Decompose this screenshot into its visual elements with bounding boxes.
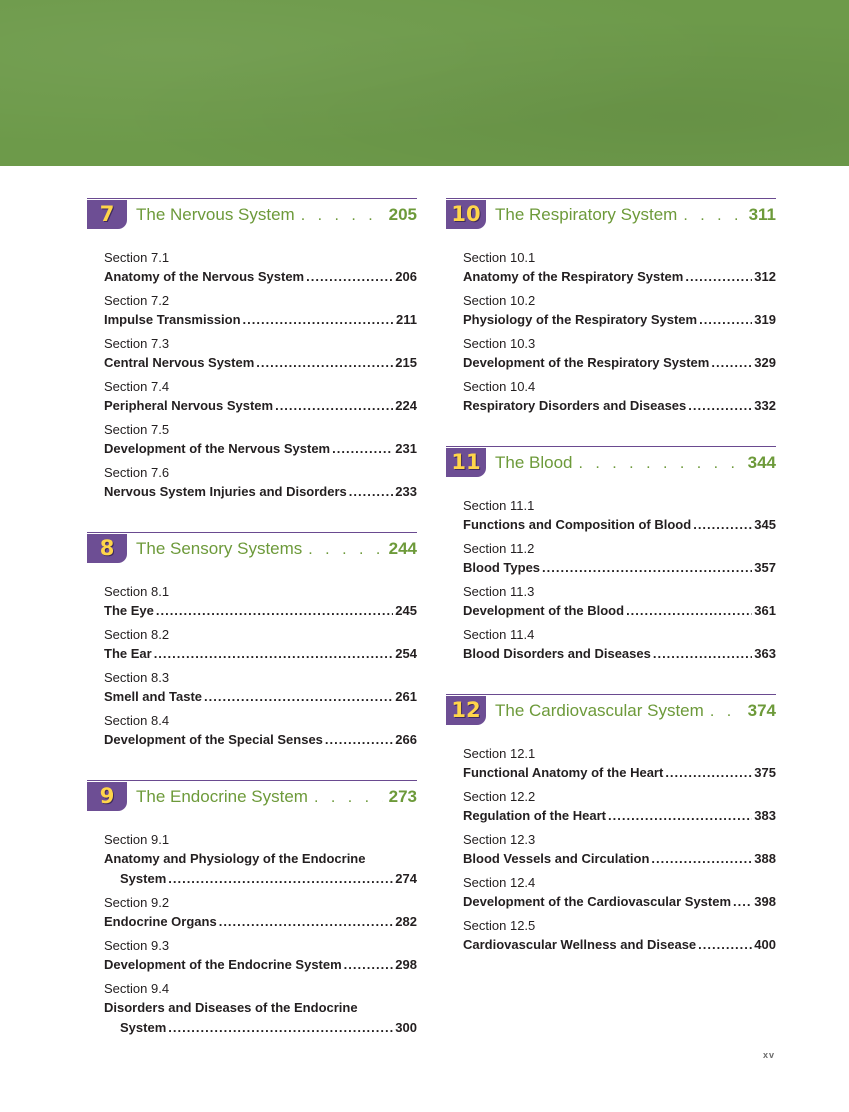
section-page: 319	[754, 312, 776, 327]
chapter-10	[446, 198, 776, 416]
section-title: Regulation of the Heart	[463, 808, 607, 823]
section-page: 357	[754, 560, 776, 575]
leader-dots	[579, 455, 742, 473]
section-entry[interactable]	[463, 873, 776, 912]
section-page: 231	[395, 441, 417, 456]
leader-dots	[711, 353, 752, 373]
section-entry[interactable]	[463, 334, 776, 373]
chapter-9	[87, 780, 417, 1038]
leader-dots	[275, 396, 393, 416]
leader-dots	[685, 267, 752, 287]
leader-dots	[683, 207, 742, 225]
chapter-title: The Endocrine System	[136, 787, 308, 806]
section-title: Endocrine Organs	[104, 914, 217, 929]
chapter-11	[446, 446, 776, 664]
section-page: 398	[754, 894, 776, 909]
chapter-heading[interactable]	[446, 198, 776, 231]
leader-dots	[651, 849, 752, 869]
section-label: Section 11.4	[463, 627, 535, 642]
section-label: Section 12.4	[463, 875, 536, 890]
section-page: 300	[395, 1020, 417, 1035]
section-page: 400	[754, 937, 776, 952]
leader-dots	[325, 730, 393, 750]
section-entry[interactable]	[104, 420, 417, 459]
leader-dots	[344, 955, 394, 975]
section-entry[interactable]	[104, 668, 417, 707]
section-title: Development of the Cardiovascular System	[463, 894, 732, 909]
leader-dots	[314, 789, 383, 807]
section-title: Impulse Transmission	[104, 312, 241, 327]
section-label: Section 7.5	[104, 422, 170, 437]
section-title: The Ear	[104, 646, 152, 661]
section-entry[interactable]	[463, 248, 776, 287]
section-title: Development of the Nervous System	[104, 441, 331, 456]
chapter-title: The Cardiovascular System	[495, 701, 704, 720]
section-label: Section 11.2	[463, 541, 535, 556]
section-entry[interactable]	[463, 787, 776, 826]
leader-dots	[693, 515, 752, 535]
toc-column-left	[87, 198, 417, 1068]
section-title: System	[120, 1020, 167, 1035]
chapter-number-badge: 7	[87, 200, 127, 229]
section-entry[interactable]	[463, 625, 776, 664]
section-label: Section 8.2	[104, 627, 170, 642]
section-label: Section 7.6	[104, 465, 170, 480]
section-entry[interactable]	[463, 539, 776, 578]
chapter-page: 344	[747, 453, 776, 472]
leader-dots	[699, 310, 752, 330]
leader-dots	[308, 541, 382, 559]
section-title: Blood Types	[463, 560, 541, 575]
section-entry[interactable]	[104, 830, 417, 889]
section-page: 388	[754, 851, 776, 866]
chapter-heading[interactable]	[446, 694, 776, 727]
section-title: Development of the Respiratory System	[463, 355, 710, 370]
chapter-7	[87, 198, 417, 502]
leader-dots	[156, 601, 393, 621]
section-title: Development of the Blood	[463, 603, 625, 618]
section-page: 215	[395, 355, 417, 370]
chapter-heading[interactable]	[87, 198, 417, 231]
chapter-number-badge: 10	[446, 200, 486, 229]
section-label: Section 12.2	[463, 789, 536, 804]
section-page: 206	[395, 269, 417, 284]
section-title: System	[120, 871, 167, 886]
chapter-8	[87, 532, 417, 750]
section-entry[interactable]	[463, 830, 776, 869]
header-banner	[0, 0, 849, 166]
section-title: Development of the Special Senses	[104, 732, 323, 747]
toc-column-right	[446, 198, 776, 985]
chapter-page: 244	[388, 539, 417, 558]
section-label: Section 7.4	[104, 379, 170, 394]
section-page: 332	[754, 398, 776, 413]
section-entry[interactable]	[104, 979, 417, 1038]
chapter-title: The Sensory Systems	[136, 539, 303, 558]
leader-dots	[204, 687, 393, 707]
section-page: 261	[395, 689, 417, 704]
section-page: 211	[396, 312, 417, 327]
section-title-line1: Anatomy and Physiology of the Endocrine	[104, 851, 366, 866]
section-entry[interactable]	[104, 291, 417, 330]
chapter-title: The Nervous System	[136, 205, 295, 224]
section-page: 363	[754, 646, 776, 661]
leader-dots	[653, 644, 752, 664]
leader-dots	[710, 703, 742, 721]
section-label: Section 9.4	[104, 981, 170, 996]
section-entry[interactable]	[104, 936, 417, 975]
section-title: Central Nervous System	[104, 355, 255, 370]
section-title: Blood Disorders and Diseases	[463, 646, 651, 661]
section-label: Section 8.4	[104, 713, 170, 728]
section-page: 282	[395, 914, 417, 929]
chapter-number-badge: 11	[446, 448, 486, 477]
chapter-page: 273	[388, 787, 417, 806]
chapter-page: 374	[747, 701, 776, 720]
section-label: Section 7.2	[104, 293, 170, 308]
section-page: 224	[395, 398, 417, 413]
chapter-page: 205	[388, 205, 417, 224]
section-label: Section 12.5	[463, 918, 536, 933]
section-entry[interactable]	[104, 334, 417, 373]
section-label: Section 10.3	[463, 336, 536, 351]
section-title-line1: Disorders and Diseases of the Endocrine	[104, 1000, 358, 1015]
section-title: Blood Vessels and Circulation	[463, 851, 650, 866]
leader-dots	[688, 396, 752, 416]
leader-dots	[733, 892, 752, 912]
leader-dots	[168, 1018, 393, 1038]
section-title: Physiology of the Respiratory System	[463, 312, 698, 327]
leader-dots	[349, 482, 394, 502]
section-page: 361	[754, 603, 776, 618]
section-title: Functional Anatomy of the Heart	[463, 765, 664, 780]
section-entry[interactable]	[104, 582, 417, 621]
section-page: 254	[395, 646, 417, 661]
section-entry[interactable]	[463, 377, 776, 416]
chapter-12	[446, 694, 776, 955]
section-label: Section 9.1	[104, 832, 170, 847]
section-title: Peripheral Nervous System	[104, 398, 274, 413]
section-label: Section 10.4	[463, 379, 536, 394]
chapter-number-badge: 12	[446, 696, 486, 725]
leader-dots	[168, 869, 393, 889]
section-page: 329	[754, 355, 776, 370]
section-page: 375	[754, 765, 776, 780]
section-label: Section 10.1	[463, 250, 536, 265]
section-entry[interactable]	[463, 291, 776, 330]
section-title: The Eye	[104, 603, 154, 618]
chapter-heading[interactable]	[87, 780, 417, 813]
section-entry[interactable]	[463, 582, 776, 621]
leader-dots	[306, 267, 393, 287]
section-entry[interactable]	[104, 893, 417, 932]
section-label: Section 9.3	[104, 938, 170, 953]
leader-dots	[256, 353, 393, 373]
section-page: 298	[395, 957, 417, 972]
section-title: Nervous System Injuries and Disorders	[104, 484, 347, 499]
section-page: 274	[395, 871, 417, 886]
section-entry[interactable]	[463, 744, 776, 783]
chapter-number-badge: 8	[87, 534, 127, 563]
leader-dots	[219, 912, 394, 932]
section-page: 233	[395, 484, 417, 499]
leader-dots	[154, 644, 394, 664]
chapter-heading[interactable]	[446, 446, 776, 479]
leader-dots	[626, 601, 752, 621]
section-label: Section 8.1	[104, 584, 170, 599]
section-entry[interactable]	[104, 377, 417, 416]
chapter-number-badge: 9	[87, 782, 127, 811]
page-folio: xv	[763, 1050, 776, 1060]
section-title: Smell and Taste	[104, 689, 203, 704]
section-title: Functions and Composition of Blood	[463, 517, 692, 532]
section-title: Cardiovascular Wellness and Disease	[463, 937, 697, 952]
section-entry[interactable]	[104, 248, 417, 287]
section-label: Section 12.3	[463, 832, 536, 847]
section-page: 345	[754, 517, 776, 532]
section-label: Section 7.3	[104, 336, 170, 351]
section-entry[interactable]	[463, 496, 776, 535]
section-label: Section 11.3	[463, 584, 535, 599]
section-title: Respiratory Disorders and Diseases	[463, 398, 687, 413]
leader-dots	[332, 439, 393, 459]
leader-dots	[542, 558, 752, 578]
section-entry[interactable]	[104, 625, 417, 664]
leader-dots	[608, 806, 752, 826]
section-label: Section 11.1	[463, 498, 535, 513]
section-entry[interactable]	[104, 463, 417, 502]
section-label: Section 9.2	[104, 895, 170, 910]
section-title: Development of the Endocrine System	[104, 957, 342, 972]
leader-dots	[243, 310, 394, 330]
chapter-title: The Blood	[495, 453, 573, 472]
leader-dots	[698, 935, 752, 955]
chapter-title: The Respiratory System	[495, 205, 678, 224]
leader-dots	[665, 763, 752, 783]
section-page: 312	[754, 269, 776, 284]
section-page: 383	[754, 808, 776, 823]
section-page: 245	[395, 603, 417, 618]
section-title: Anatomy of the Respiratory System	[463, 269, 684, 284]
leader-dots	[301, 207, 383, 225]
section-entry[interactable]	[104, 711, 417, 750]
section-label: Section 12.1	[463, 746, 536, 761]
section-label: Section 7.1	[104, 250, 170, 265]
chapter-heading[interactable]	[87, 532, 417, 565]
section-entry[interactable]	[463, 916, 776, 955]
section-page: 266	[395, 732, 417, 747]
section-label: Section 10.2	[463, 293, 536, 308]
section-label: Section 8.3	[104, 670, 170, 685]
chapter-page: 311	[748, 205, 776, 224]
section-title: Anatomy of the Nervous System	[104, 269, 305, 284]
